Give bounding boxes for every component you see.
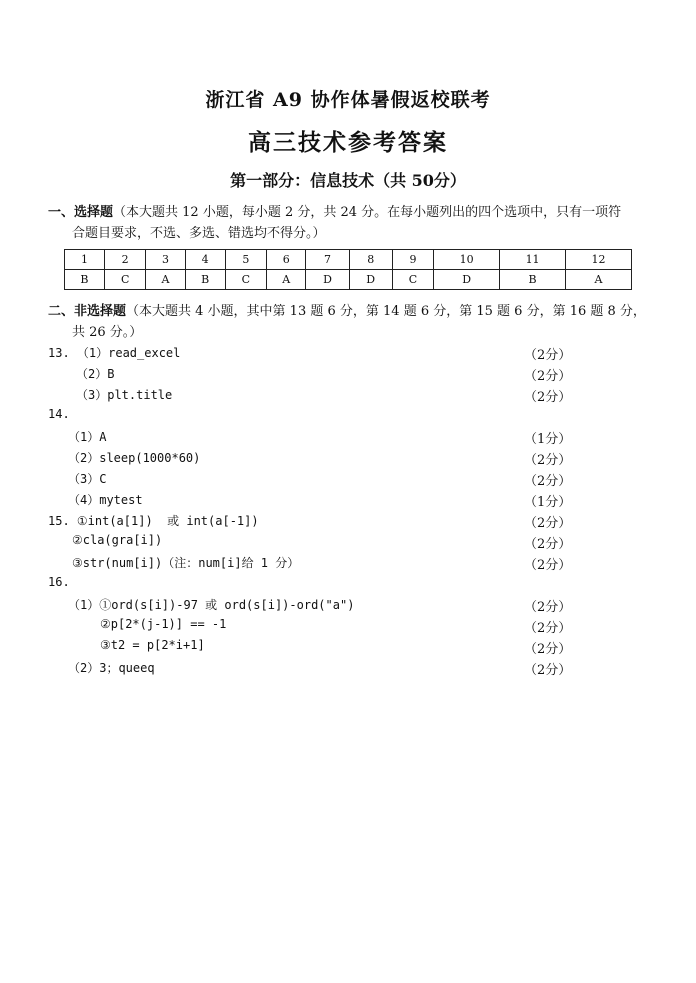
answer-line — [48, 659, 588, 679]
section2-desc-cont: 共 26 分。） — [72, 325, 143, 340]
answer-line — [48, 512, 588, 532]
section1-desc-cont: 合题目要求，不选、多选、错选均不得分。） — [72, 226, 326, 241]
choice-answer-table — [64, 249, 632, 290]
answer-points: （2分） — [524, 348, 572, 363]
question-number: 5 — [225, 250, 266, 270]
answer-cell: D — [306, 270, 349, 290]
question-number: 11 — [500, 250, 566, 270]
answer-text: （1）A — [68, 430, 107, 444]
question-number-row — [65, 250, 632, 270]
question-number: 10 — [434, 250, 500, 270]
answer-text: （3）plt.title — [76, 388, 173, 402]
section2-label: 二、非选择题 — [48, 304, 127, 319]
answer-cell: D — [434, 270, 500, 290]
answer-row — [65, 270, 632, 290]
answer-points: （2分） — [524, 516, 572, 531]
answer-points: （2分） — [524, 621, 572, 636]
answer-text: 16. — [48, 575, 70, 589]
question-number: 4 — [185, 250, 225, 270]
answer-text: （2）sleep(1000*60) — [68, 451, 201, 465]
answer-text: 14. — [48, 407, 70, 421]
answer-text: ③t2 = p[2*i+1] — [100, 638, 205, 652]
answer-text: （4）mytest — [68, 493, 143, 507]
answer-points: （2分） — [524, 369, 572, 384]
answer-line — [48, 344, 588, 364]
answer-text: ③str(num[i])（注：num[i]给 1 分） — [72, 556, 300, 570]
answer-text: 13. （1）read_excel — [48, 346, 181, 360]
question-number: 1 — [65, 250, 105, 270]
answer-points: （2分） — [524, 474, 572, 489]
answer-line — [48, 554, 588, 574]
answer-cell: D — [349, 270, 392, 290]
answer-line — [48, 470, 588, 490]
answer-line — [48, 596, 588, 616]
answer-text: （2）3；queeq — [68, 661, 155, 675]
section1-heading — [48, 202, 658, 244]
question-number: 7 — [306, 250, 349, 270]
answer-line — [48, 533, 588, 553]
answer-cell: C — [104, 270, 145, 290]
section2-heading — [48, 301, 658, 343]
answer-cell: C — [225, 270, 266, 290]
answer-points: （2分） — [524, 453, 572, 468]
section1-label: 一、选择题 — [48, 205, 114, 220]
answer-points: （1分） — [524, 432, 572, 447]
answer-text: 15. ①int(a[1]) 或 int(a[-1]) — [48, 514, 259, 528]
part-heading: 第一部分：信息技术（共 50分） — [230, 171, 466, 190]
question-number: 6 — [267, 250, 306, 270]
answer-text: （2）B — [76, 367, 115, 381]
answer-cell: B — [185, 270, 225, 290]
answer-text: （1）①ord(s[i])-97 或 ord(s[i])-ord("a") — [68, 598, 355, 612]
answer-cell: C — [392, 270, 433, 290]
question-number: 9 — [392, 250, 433, 270]
answer-cell: A — [146, 270, 185, 290]
answer-line — [48, 428, 588, 448]
answer-cell: A — [566, 270, 632, 290]
question-number: 12 — [566, 250, 632, 270]
answer-cell: A — [267, 270, 306, 290]
question-number: 8 — [349, 250, 392, 270]
answer-cell: B — [65, 270, 105, 290]
answer-points: （2分） — [524, 558, 572, 573]
answer-text: （3）C — [68, 472, 107, 486]
answer-line — [48, 617, 588, 637]
answer-points: （1分） — [524, 495, 572, 510]
answer-points: （2分） — [524, 600, 572, 615]
section2-desc: （本大题共 4 小题，其中第 13 题 6 分，第 14 题 6 分，第 15 题 6 分，第 16 题 8 分， — [126, 304, 646, 319]
answer-text: ②p[2*(j-1)] == -1 — [100, 617, 227, 631]
question-number: 3 — [146, 250, 185, 270]
answer-points: （2分） — [524, 663, 572, 678]
answer-cell: B — [500, 270, 566, 290]
answer-text: ②cla(gra[i]) — [72, 533, 163, 547]
section1-desc: （本大题共 12 小题，每小题 2 分，共 24 分。在每小题列出的四个选项中，只有一项符 — [113, 205, 622, 220]
answer-line — [48, 491, 588, 511]
question-number: 2 — [104, 250, 145, 270]
document-subtitle: 高三技术参考答案 — [248, 130, 448, 156]
answer-points: （2分） — [524, 390, 572, 405]
exam-title: 浙江省 A9 协作体暑假返校联考 — [205, 89, 491, 111]
answer-line — [48, 365, 588, 385]
answer-line — [48, 638, 588, 658]
answer-points: （2分） — [524, 642, 572, 657]
answer-line — [48, 386, 588, 406]
answer-points: （2分） — [524, 537, 572, 552]
answer-line — [48, 449, 588, 469]
answer-line — [48, 407, 588, 427]
answer-line — [48, 575, 588, 595]
